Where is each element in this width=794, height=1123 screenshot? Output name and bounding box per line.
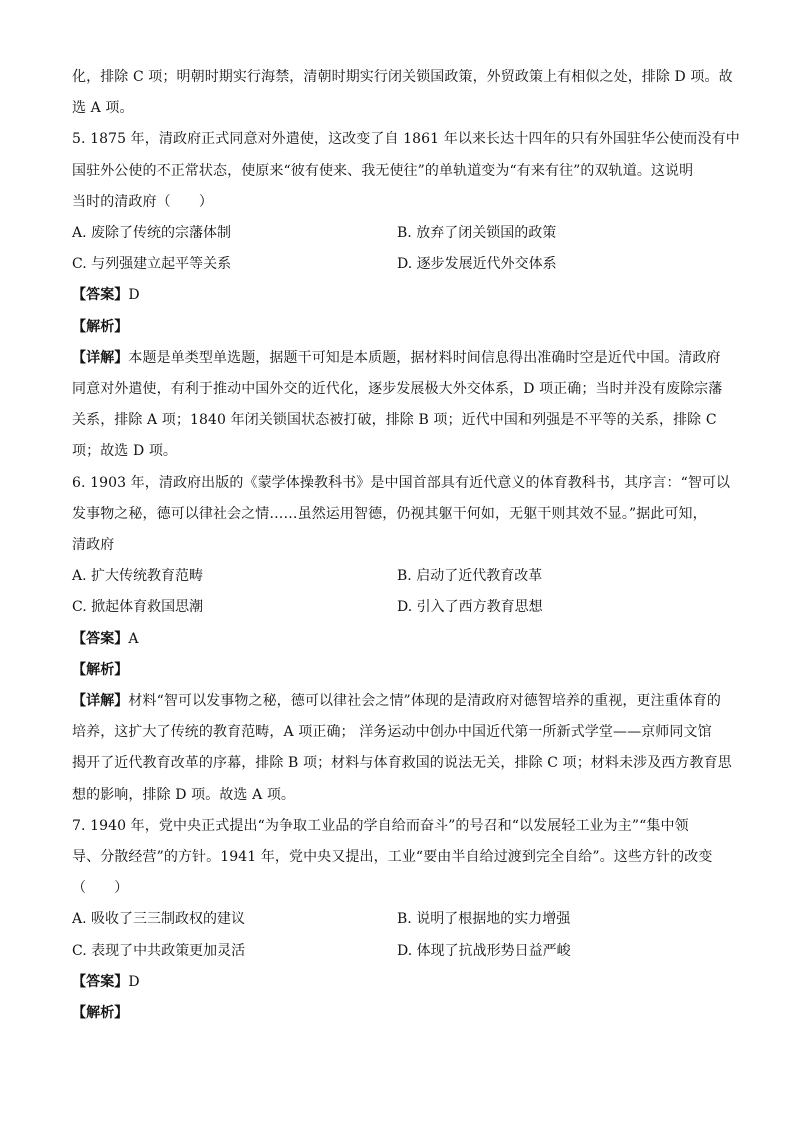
question-stem-line: （ ）: [72, 880, 129, 897]
question-stem-line: 发事物之秘，德可以律社会之情……虽然运用智德，仍视其躯干何如，无躯干则其效不显。”据此可知，: [72, 505, 707, 522]
option-d: D. 体现了抗战形势日益严峻: [397, 942, 571, 959]
question-stem-line: 6. 1903 年，清政府出版的《蒙学体操教科书》是中国首部具有近代意义的体育教科书，其序言：“智可以: [72, 474, 731, 491]
option-d: D. 引入了西方教育思想: [397, 599, 543, 616]
analysis-line: [72, 655, 722, 686]
detail-text: 材料“智可以发事物之秘，德可以律社会之情”体现的是清政府对德智培养的重视，更注重体育的: [128, 693, 722, 710]
options-row: [72, 249, 722, 280]
analysis-label: 【解析】: [72, 661, 129, 678]
answer-value: A: [128, 630, 139, 647]
option-b: B. 放弃了闭关锁国的政策: [397, 225, 557, 242]
detail-line: [72, 343, 722, 374]
analysis-label: 【解析】: [72, 318, 129, 335]
question-stem-line: 清政府: [72, 537, 115, 554]
answer-label: 【答案】: [72, 630, 129, 647]
detail-line: 揭开了近代教育改革的序幕，排除 B 项；材料与体育救国的说法无关，排除 C 项；材料未涉及西方教育思: [72, 755, 732, 772]
detail-line: 项；故选 D 项。: [72, 443, 178, 460]
question-5: [72, 124, 740, 467]
option-a: A. 废除了传统的宗藩体制: [72, 225, 232, 242]
analysis-line: [72, 312, 722, 343]
answer-label: 【答案】: [72, 287, 129, 304]
option-c: C. 与列强建立起平等关系: [72, 256, 232, 273]
option-b: B. 启动了近代教育改革: [397, 568, 543, 585]
option-d: D. 逐步发展近代外交体系: [397, 256, 557, 273]
analysis-line: [72, 998, 722, 1029]
options-row: [72, 592, 722, 623]
detail-line: 培养，这扩大了传统的教育范畴，A 项正确； 洋务运动中创办中国近代第一所新式学堂——京师同文馆: [72, 724, 712, 741]
question-6: [72, 468, 732, 811]
question-stem-line: 当时的清政府（ ）: [72, 193, 213, 210]
detail-line: 关系，排除 A 项；1840 年闭关锁国状态被打破，排除 B 项；近代中国和列强是不平等的关系，排除 C: [72, 412, 717, 429]
detail-line: 同意对外遣使，有利于推动中国外交的近代化，逐步发展极大外交体系，D 项正确；当时并没有废除宗藩: [72, 381, 723, 398]
answer-line: [72, 280, 722, 311]
option-c: C. 掀起体育救国思潮: [72, 599, 204, 616]
question-stem-line: 国驻外公使的不正常状态，使原来“彼有使来、我无使往”的单轨道变为“有来有往”的双轨道。这说明: [72, 162, 694, 179]
question-stem-line: 7. 1940 年，党中央正式提出“为争取工业品的学自给而奋斗”的号召和“以发展轻工业为主”“集中领: [72, 817, 689, 834]
question-stem-line: 5. 1875 年，清政府正式同意对外遣使，这改变了自 1861 年以来长达十四年的只有外国驻华公使而没有中: [72, 131, 740, 148]
option-a: A. 扩大传统教育范畴: [72, 568, 204, 585]
analysis-label: 【解析】: [72, 1005, 129, 1022]
answer-value: D: [128, 973, 140, 990]
option-a: A. 吸收了三三制政权的建议: [72, 911, 246, 928]
detail-line: 想的影响，排除 D 项。故选 A 项。: [72, 786, 296, 803]
answer-label: 【答案】: [72, 973, 129, 990]
detail-label: 【详解】: [72, 693, 129, 710]
options-row: [72, 936, 722, 967]
option-c: C. 表现了中共政策更加灵活: [72, 942, 246, 959]
question-7: [72, 811, 722, 1029]
options-row: [72, 561, 722, 592]
answer-value: D: [128, 287, 140, 304]
options-row: [72, 218, 722, 249]
option-b: B. 说明了根据地的实力增强: [397, 911, 571, 928]
detail-line: [72, 686, 722, 717]
continuation-line: 选 A 项。: [72, 100, 134, 117]
document-page: [72, 62, 740, 1029]
continuation-line: 化，排除 C 项；明朝时期实行海禁，清朝时期实行闭关锁国政策，外贸政策上有相似之处，排除 D 项。故: [72, 69, 733, 85]
question-stem-line: 导、分散经营”的方针。1941 年，党中央又提出，工业“要由半自给过渡到完全自给”。这些方针的改变: [72, 849, 713, 866]
answer-line: [72, 967, 722, 998]
options-row: [72, 904, 722, 935]
detail-label: 【详解】: [72, 349, 129, 366]
answer-line: [72, 624, 722, 655]
detail-text: 本题是单类型单选题，据题干可知是本质题，据材料时间信息得出准确时空是近代中国。清政府: [128, 349, 721, 366]
